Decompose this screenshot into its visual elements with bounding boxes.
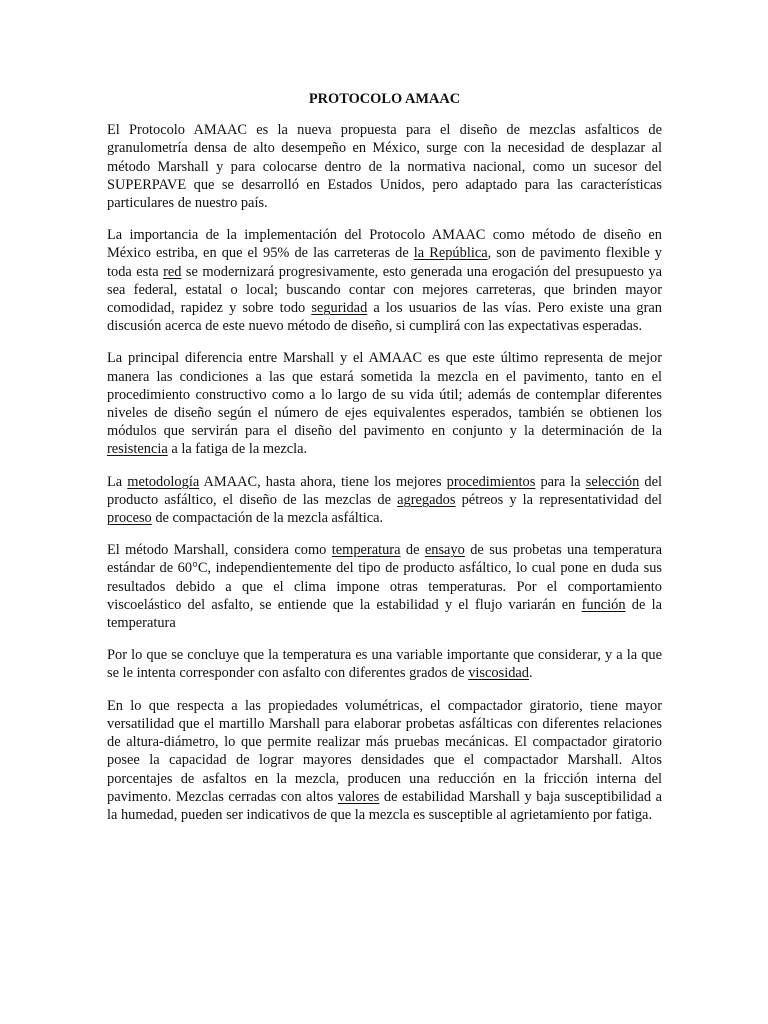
hyperlink[interactable]: viscosidad	[468, 665, 529, 682]
hyperlink[interactable]: la República	[413, 245, 488, 262]
hyperlink[interactable]: proceso	[107, 510, 152, 527]
paragraph-text: El método Marshall, considera como	[107, 542, 332, 559]
hyperlink[interactable]: función	[581, 596, 626, 613]
paragraph-text: Por lo que se concluye que la temperatura es una variable importante que considerar, y a la que se le intenta corresponder con asfalto con diferentes grados de	[107, 647, 662, 682]
paragraph	[107, 697, 662, 824]
paragraph-text: La	[107, 473, 128, 490]
hyperlink[interactable]: procedimientos	[446, 473, 536, 490]
paragraph-text: .	[529, 665, 533, 682]
document-body	[107, 121, 662, 824]
paragraph-text: de sus probetas una temperatura estándar de 60°C, independientemente del tipo de producto asfáltico, lo cual pone en duda sus resultados debido a que el clima impone otras temperaturas. Por el comportamiento viscoelástico del asfalto, se entiende que la estabilidad y el flujo variarán en	[107, 542, 662, 613]
paragraph-text: La importancia de la implementación del Protocolo AMAAC como método de diseño en México estriba, en que el 95% de las carreteras de	[107, 227, 662, 262]
paragraph	[107, 226, 662, 335]
paragraph-text: de	[400, 542, 425, 559]
paragraph-text: a los usuarios de las vías. Pero existe una gran discusión acerca de este nuevo método de diseño, si cumplirá con las expectativas esperadas.	[107, 300, 662, 335]
hyperlink[interactable]: seguridad	[311, 300, 368, 317]
hyperlink[interactable]: red	[163, 263, 182, 280]
paragraph-text: de compactación de la mezcla asfáltica.	[151, 510, 384, 527]
hyperlink[interactable]: metodología	[127, 473, 200, 490]
paragraph-text: se modernizará progresivamente, esto generada una erogación del presupuesto ya sea federal, estatal o local; buscando contar con mejores carreteras, que brinden mayor comodidad, rapidez y sobre todo	[107, 263, 662, 317]
document-page	[107, 90, 662, 838]
paragraph-text: En lo que respecta a las propiedades volumétricas, el compactador giratorio, tiene mayor versatilidad que el martillo Marshall para elaborar probetas asfálticas con diferentes relaciones de altura-diámetro, lo que permite realizar más pruebas mecánicas. El compactador giratorio posee la capacidad de lograr mayores densidades que el compactador Marshall. Altos porcentajes de asfaltos en la mezcla, producen una reducción en la fricción interna del pavimento. Mezclas cerradas con altos	[107, 697, 662, 805]
paragraph	[107, 121, 662, 212]
hyperlink[interactable]: valores	[337, 788, 380, 805]
paragraph-text: de la temperatura	[107, 596, 662, 632]
hyperlink[interactable]: selección	[585, 473, 640, 490]
paragraph-text: AMAAC, hasta ahora, tiene los mejores	[199, 473, 447, 490]
document-title: PROTOCOLO AMAAC	[308, 91, 461, 107]
paragraph	[107, 541, 662, 632]
paragraph-text: del producto asfáltico, el diseño de las mezclas de	[107, 473, 662, 508]
paragraph-text: para la	[535, 473, 586, 490]
paragraph-text: pétreos y la representatividad del	[455, 491, 663, 508]
hyperlink[interactable]: temperatura	[331, 542, 401, 559]
paragraph	[107, 646, 662, 682]
hyperlink[interactable]: agregados	[397, 491, 456, 508]
paragraph-text: de estabilidad Marshall y baja susceptibilidad a la humedad, pueden ser indicativos de que la mezcla es susceptible al agrietamiento por fatiga.	[107, 788, 662, 823]
paragraph-text: , son de pavimento flexible y toda esta	[107, 245, 662, 280]
paragraph	[107, 473, 662, 528]
paragraph-text: El Protocolo AMAAC es la nueva propuesta para el diseño de mezclas asfalticos de granulometría densa de alto desempeño en México, surge con la necesidad de desplazar al método Marshall y para colocarse dentro de la normativa nacional, como un sucesor del SUPERPAVE que se desarrolló en Estados Unidos, pero adaptado para las características particulares de nuestro país.	[107, 122, 662, 212]
paragraph-text: a la fatiga de la mezcla.	[167, 441, 308, 458]
hyperlink[interactable]: ensayo	[424, 542, 465, 559]
paragraph-text: La principal diferencia entre Marshall y el AMAAC es que este último representa de mejor manera las condiciones a las que estará sometida la mezcla en el pavimento, tanto en el procedimiento constructivo como a lo largo de su vida útil; además de contemplar diferentes niveles de diseño según el número de ejes equivalentes esperados, también se obtienen los módulos que servirán para el diseño del pavimento en conjunto y la determinación de la	[107, 350, 662, 440]
paragraph	[107, 349, 662, 458]
hyperlink[interactable]: resistencia	[107, 441, 168, 458]
